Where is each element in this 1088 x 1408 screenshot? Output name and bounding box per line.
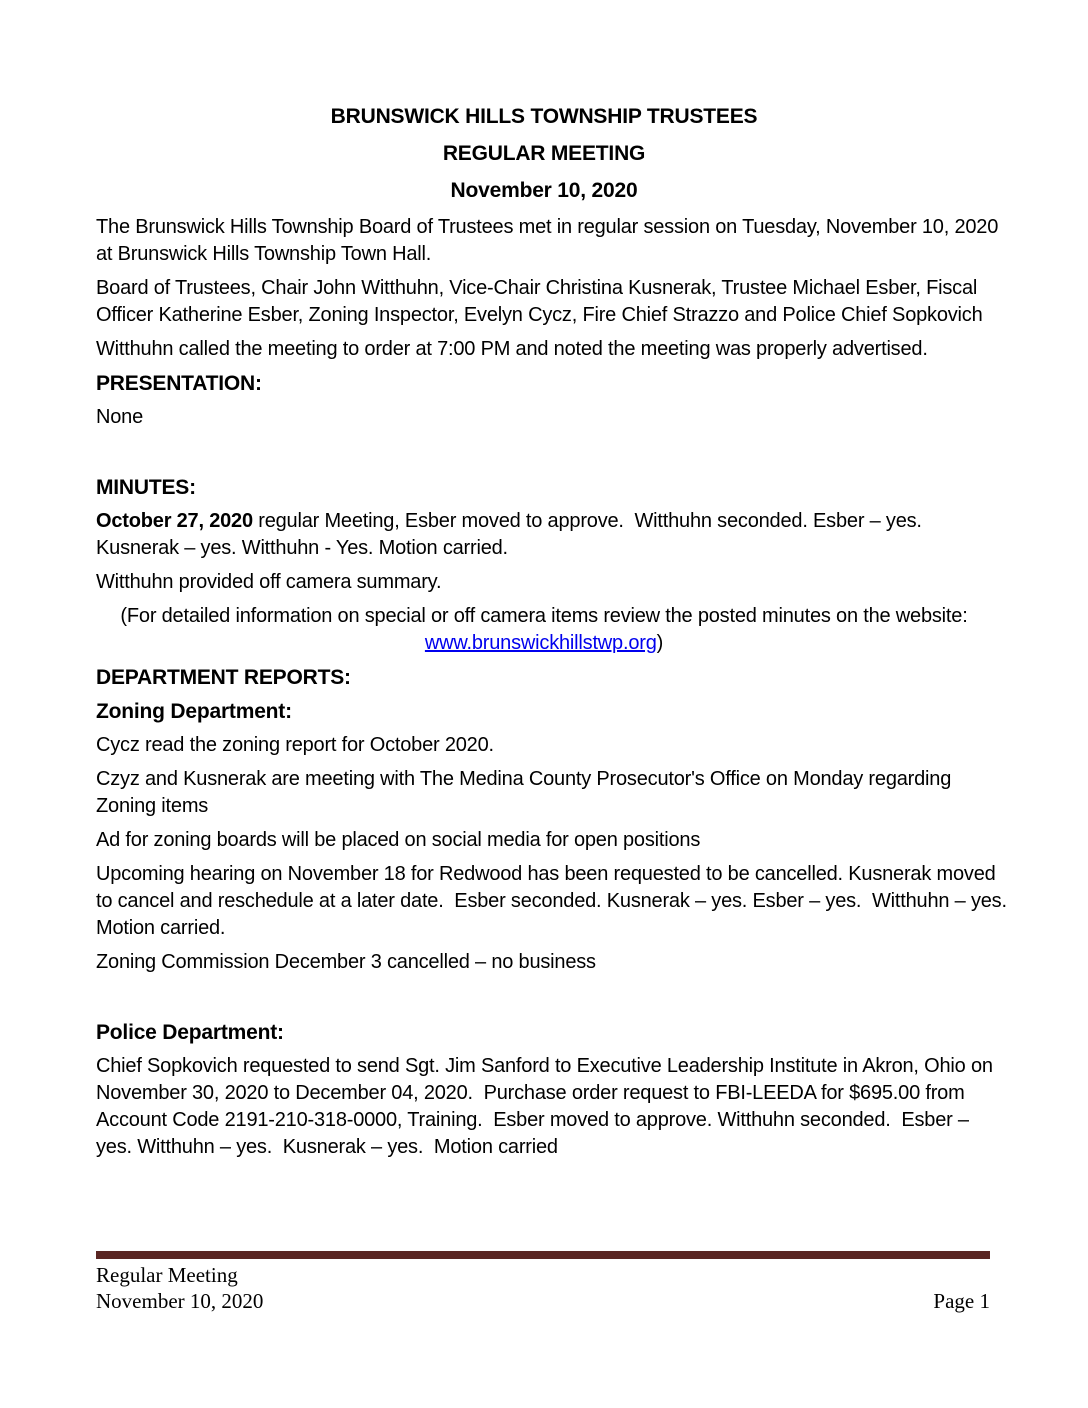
minutes-heading: MINUTES: — [96, 476, 196, 499]
website-note — [96, 603, 992, 657]
zoning-commission-paragraph: Zoning Commission December 3 cancelled – no business — [96, 951, 596, 973]
footer-row — [96, 1262, 990, 1314]
call-to-order-paragraph: Witthuhn called the meeting to order at 7:00 PM and noted the meeting was properly advertised. — [96, 338, 928, 360]
footer-meeting-info — [96, 1262, 263, 1314]
redwood-hearing-paragraph: Upcoming hearing on November 18 for Redwood has been requested to be cancelled. Kusnerak moved to cancel and reschedule at a later date. Esber seconded. Kusnerak – yes. Esber – yes. Witthuhn – yes. Motion carried. — [96, 863, 1018, 939]
presentation-none: None — [96, 406, 144, 428]
police-department-heading: Police Department: — [96, 1021, 284, 1044]
zoning-department-heading: Zoning Department: — [96, 700, 292, 723]
meeting-type-title: REGULAR MEETING — [442, 142, 646, 165]
minutes-motion-text: regular Meeting, Esber moved to approve. Witthuhn seconded. Esber – yes. Kusnerak – yes. Witthuhn - Yes. Motion carried. — [96, 510, 928, 559]
police-training-paragraph: Chief Sopkovich requested to send Sgt. Jim Sanford to Executive Leadership Institute in Akron, Ohio on November 30, 2020 to December 04, 2020. Purchase order request to FBI-LEEDA for $695.00 from Account Code 2191-210-318-0000, Training. Esber moved to approve. Witthuhn seconded. Esber – yes. Witthuhn – yes. Kusnerak – yes. Motion carried — [96, 1055, 999, 1158]
board-members-paragraph: Board of Trustees, Chair John Witthuhn, Vice-Chair Christina Kusnerak, Trustee Michael Esber, Fiscal Officer Katherine Esber, Zoning Inspector, Evelyn Cycz, Fire Chief Strazzo and Police Chief Sopkovich — [96, 277, 983, 326]
meeting-date-title: November 10, 2020 — [450, 179, 638, 202]
intro-paragraph: The Brunswick Hills Township Board of Trustees met in regular session on Tuesday, November 10, 2020 at Brunswick Hills Township Town Hall. — [96, 216, 1004, 265]
minutes-date: October 27, 2020 — [96, 510, 253, 532]
website-note-text: (For detailed information on special or off camera items review the posted minutes on the website: — [120, 605, 973, 627]
website-note-closing: ) — [656, 632, 664, 654]
footer-meeting-date: November 10, 2020 — [96, 1289, 264, 1313]
prosecutor-meeting-paragraph: Czyz and Kusnerak are meeting with The Medina County Prosecutor's Office on Monday regarding Zoning items — [96, 768, 957, 817]
off-camera-paragraph: Witthuhn provided off camera summary. — [96, 571, 442, 593]
minutes-approval-paragraph — [96, 508, 1008, 562]
page-number: Page 1 — [933, 1289, 990, 1313]
blank-line — [96, 438, 1008, 474]
website-link[interactable]: www.brunswickhillstwp.org — [424, 632, 657, 654]
document-title: BRUNSWICK HILLS TOWNSHIP TRUSTEES — [330, 105, 758, 128]
page-footer — [96, 1251, 990, 1314]
zoning-ad-paragraph: Ad for zoning boards will be placed on social media for open positions — [96, 829, 701, 851]
department-reports-heading: DEPARTMENT REPORTS: — [96, 666, 351, 689]
blank-line — [96, 983, 1008, 1019]
presentation-heading: PRESENTATION: — [96, 372, 262, 395]
zoning-report-paragraph: Cycz read the zoning report for October 2020. — [96, 734, 494, 756]
footer-divider — [96, 1251, 990, 1259]
footer-meeting-type: Regular Meeting — [96, 1263, 238, 1287]
